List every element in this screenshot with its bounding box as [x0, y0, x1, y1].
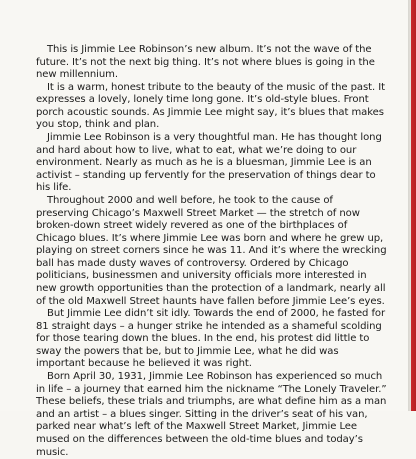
paragraph-biography: Born April 30, 1931, Jimmie Lee Robinson has experienced so much in life – a journey that earned him the nickname “The Lonely Traveler.” These beliefs, these trials and triumphs, are what define him as a man and an artist – a blues singer. Sitting in the driver’s seat of his van, parked near what’s left of the Maxwell Street Market, Jimmie Lee mused on the differences between the old-time blues and today’s music.: [36, 371, 387, 458]
paragraph-tribute: It is a warm, honest tribute to the beauty of the music of the past. It expresses a lovely, lonely time long gone. It’s old-style blues. Front porch acoustic sounds. As Jimmie Lee might say, it’s blues that makes you stop, think and plan.: [36, 81, 385, 131]
red-edge-rule: [408, 0, 416, 411]
paragraph-intro: This is Jimmie Lee Robinson’s new album. It’s not the wave of the future. It’s not the next big thing. It’s not where blues is going in the new millennium.: [36, 44, 375, 81]
paragraph-hunger-strike: But Jimmie Lee didn’t sit idly. Towards the end of 2000, he fasted for 81 straight days – a hunger strike he intended as a shameful scolding for those tearing down the blues. In the end, his protest did little to sway the powers that be, but to Jimmie Lee, what he did was important because he believed it was right.: [36, 308, 386, 370]
paragraph-maxwell-street: Throughout 2000 and well before, he took to the cause of preserving Chicago’s Maxwell Street Market — the stretch of now broken-down street widely revered as one of the birthplaces of Chicago blues. It’s where Jimmie Lee was born and where he grew up, playing on street corners since he was 11. And it’s where the wrecking ball has made dusty waves of controversy. Ordered by Chicago politicians, businessmen and university officials more interested in new growth opportunities than the protection of a landmark, nearly all of the old Maxwell Street haunts have fallen before Jimmie Lee’s eyes.: [36, 194, 387, 307]
paragraph-activist: Jimmie Lee Robinson is a very thoughtful man. He has thought long and hard about how to live, what to eat, what we’re doing to our environment. Nearly as much as he is a bluesman, Jimmie Lee is an activist – standing up fervently for the preservation of things dear to his life.: [36, 132, 382, 194]
liner-notes-text: [36, 44, 388, 459]
